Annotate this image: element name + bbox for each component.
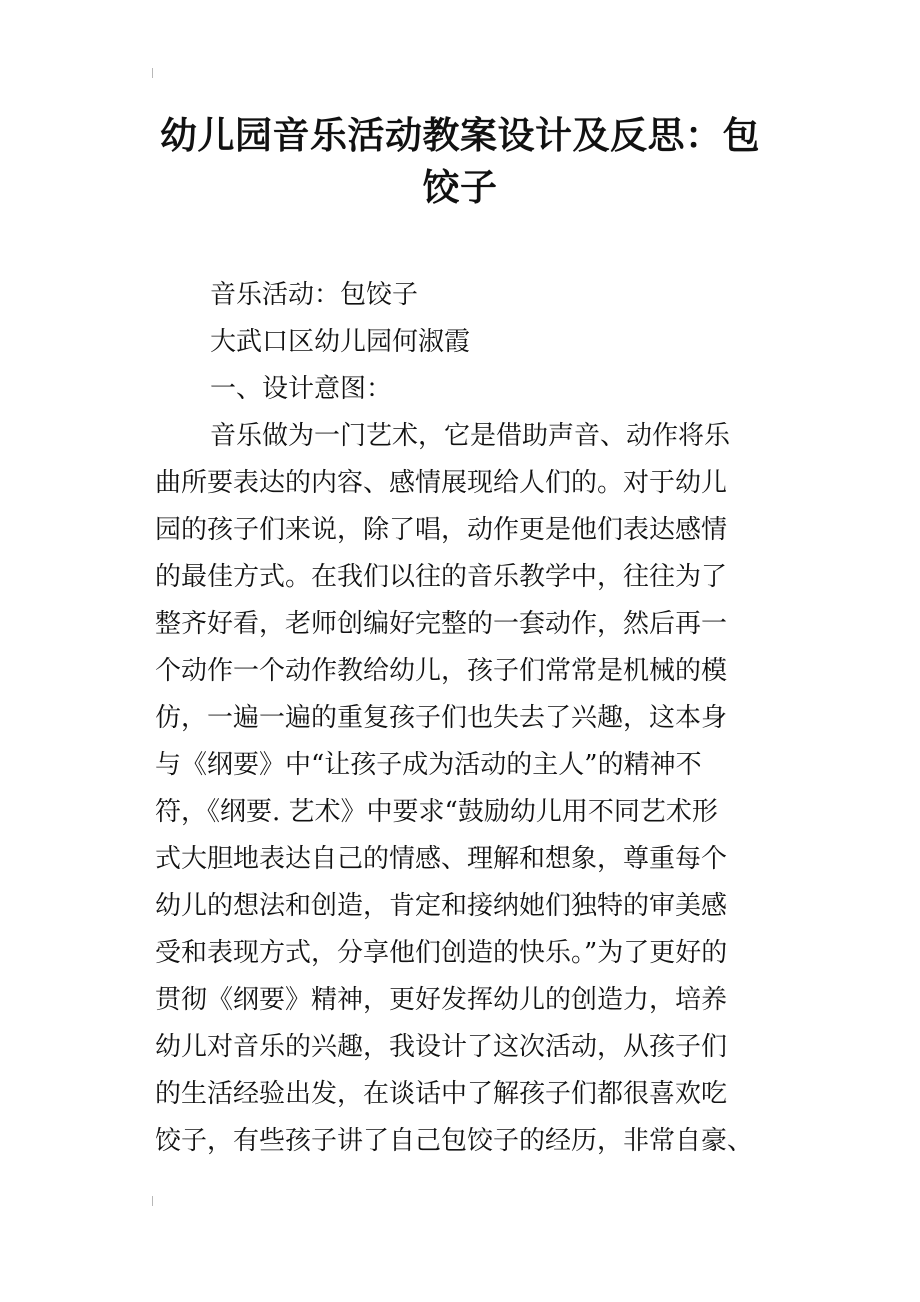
paragraph-line: 仿，一遍一遍的重复孩子们也失去了兴趣，这本身 <box>155 703 728 733</box>
paragraph-line: 的生活经验出发，在谈话中了解孩子们都很喜欢吃 <box>155 1079 728 1109</box>
title-line-2: 饺子 <box>422 166 498 209</box>
title-line-1: 幼儿园音乐活动教案设计及反思：包 <box>160 114 760 157</box>
paragraph-line: 饺子，有些孩子讲了自己包饺子的经历，非常自豪、 <box>155 1126 754 1156</box>
paragraph-line: 式大胆地表达自己的情感、理解和想象，尊重每个 <box>155 844 728 874</box>
document-title <box>150 110 770 214</box>
activity-line: 音乐活动：包饺子 <box>210 280 419 310</box>
paragraph-line: 曲所要表达的内容、感情展现给人们的。对于幼儿 <box>155 468 728 498</box>
document-body <box>155 272 780 1165</box>
paragraph-line: 音乐做为一门艺术，它是借助声音、动作将乐 <box>210 421 731 451</box>
paragraph-line: 个动作一个动作教给幼儿，孩子们常常是机械的模 <box>155 656 728 686</box>
paragraph-line: 整齐好看，老师创编好完整的一套动作，然后再一 <box>155 609 728 639</box>
paragraph-line: 贯彻《纲要》精神，更好发挥幼儿的创造力，培养 <box>155 985 728 1015</box>
paragraph-line: 符，《纲要. 艺术》中要求“鼓励幼儿用不同艺术形 <box>155 797 718 827</box>
bottom-corner-mark <box>152 1196 156 1206</box>
paragraph-line: 园的孩子们来说，除了唱，动作更是他们表达感情 <box>155 515 728 545</box>
author-line: 大武口区幼儿园何淑霞 <box>210 327 471 357</box>
paragraph-line: 的最佳方式。在我们以往的音乐教学中，往往为了 <box>155 562 728 592</box>
paragraph-line: 受和表现方式，分享他们创造的快乐。”为了更好的 <box>155 938 728 968</box>
design-intent-paragraph <box>155 413 780 1165</box>
top-corner-mark <box>152 68 156 78</box>
paragraph-line: 与《纲要》中“让孩子成为活动的主人”的精神不 <box>155 750 702 780</box>
paragraph-line: 幼儿的想法和创造，肯定和接纳她们独特的审美感 <box>155 891 728 921</box>
paragraph-line: 幼儿对音乐的兴趣，我设计了这次活动，从孩子们 <box>155 1032 728 1062</box>
section-heading: 一、设计意图： <box>210 374 393 404</box>
